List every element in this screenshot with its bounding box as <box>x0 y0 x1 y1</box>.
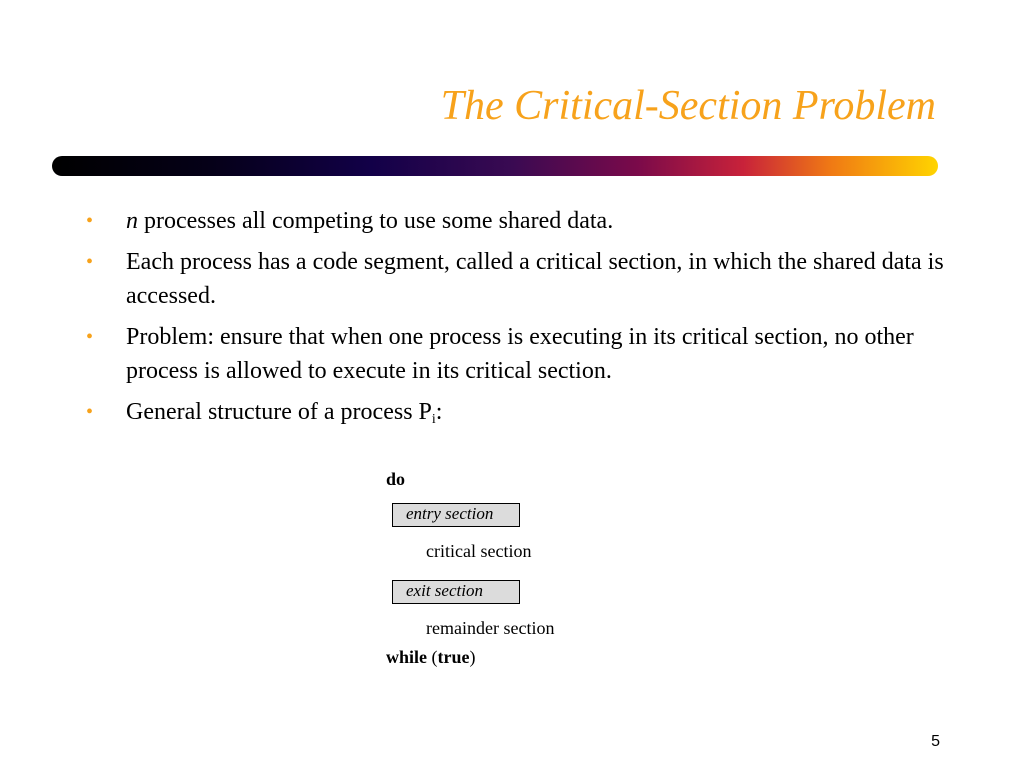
bullet-lead-italic: n <box>126 208 138 234</box>
exit-section-box: exit section <box>392 580 520 604</box>
code-true-keyword: true <box>437 647 470 667</box>
bullet-icon: • <box>86 251 94 273</box>
code-while-loop <box>386 646 476 668</box>
title-divider-bar <box>52 156 938 176</box>
bullet-text: processes all competing to use some shared data. <box>138 208 614 234</box>
bullet-list <box>86 204 956 444</box>
bullet-text: Each process has a code segment, called a critical section, in which the shared data is accessed. <box>126 249 944 309</box>
bullet-subscript: i <box>431 412 436 427</box>
bullet-item <box>86 395 956 437</box>
code-do: do <box>386 469 406 489</box>
bullet-text: General structure of a process P <box>126 399 432 425</box>
bullet-icon: • <box>86 401 94 423</box>
entry-section-box: entry section <box>392 503 520 527</box>
bullet-icon: • <box>86 210 94 232</box>
code-critical-section: critical section <box>426 541 532 561</box>
code-paren-close: ) <box>469 647 476 667</box>
bullet-text: Problem: ensure that when one process is executing in its critical section, no other process is allowed to execute in its critical section. <box>126 324 914 384</box>
slide-title: The Critical-Section Problem <box>440 83 936 129</box>
bullet-item <box>86 320 956 388</box>
code-while-keyword: while <box>386 647 428 667</box>
page-number: 5 <box>931 733 940 750</box>
bullet-icon: • <box>86 326 94 348</box>
bullet-item <box>86 245 956 313</box>
code-remainder-section: remainder section <box>426 618 555 638</box>
bullet-item <box>86 204 956 238</box>
bullet-suffix: : <box>435 399 443 425</box>
code-paren-open: ( <box>427 647 438 667</box>
